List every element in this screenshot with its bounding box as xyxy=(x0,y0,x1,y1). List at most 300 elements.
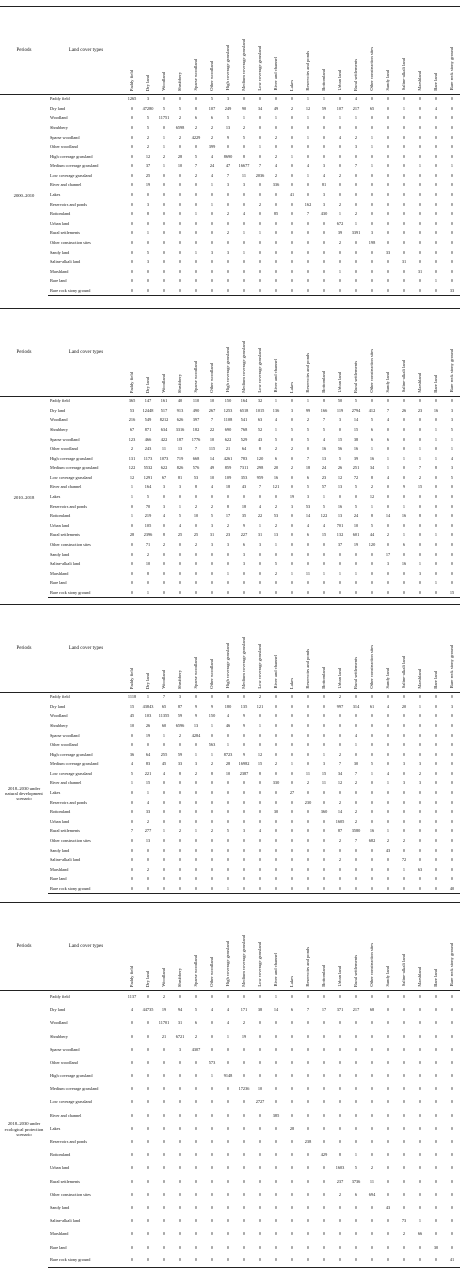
table-cell: 0 xyxy=(434,144,438,150)
table-cell: 0 xyxy=(162,1125,166,1131)
table-cell: 622 xyxy=(160,465,168,471)
table-cell: 0 xyxy=(450,230,454,236)
table-cell: 8 xyxy=(226,694,230,700)
column-header xyxy=(220,605,236,693)
table-cell: 0 xyxy=(450,732,454,738)
column-header xyxy=(380,7,396,95)
column-header-label: Other construction sites xyxy=(368,349,374,393)
table-cell: 1 xyxy=(306,172,310,178)
table-cell: 120 xyxy=(368,542,376,548)
table-cell: 0 xyxy=(178,1086,182,1092)
table-row xyxy=(0,219,460,229)
table-cell: 0 xyxy=(194,809,198,815)
table-cell: 0 xyxy=(354,1059,358,1065)
table-cell: 0 xyxy=(418,1178,422,1184)
table-cell: 2 xyxy=(402,838,406,844)
table-cell: 0 xyxy=(178,211,182,217)
table-cell: 0 xyxy=(162,1244,166,1250)
table-cell: 0 xyxy=(402,1244,406,1250)
column-header xyxy=(156,7,172,95)
table-cell: 1 xyxy=(322,570,326,576)
table-cell: 0 xyxy=(258,124,262,130)
table-row xyxy=(0,702,460,712)
table-cell: 0 xyxy=(242,790,246,796)
row-land-cover-label: Bare rock stony ground xyxy=(48,286,124,296)
column-header-label: Low coverage grassland xyxy=(256,942,262,987)
column-header xyxy=(204,903,220,991)
column-header xyxy=(220,7,236,95)
column-header-label: Sandy land xyxy=(384,70,390,91)
table-cell: 0 xyxy=(322,799,326,805)
column-header-label: Rural settlements xyxy=(352,58,358,91)
table-cell: 0 xyxy=(204,1254,220,1267)
table-cell: 0 xyxy=(162,182,166,188)
table-cell: 0 xyxy=(386,799,390,805)
table-cell: 0 xyxy=(434,770,438,776)
table-cell: 65 xyxy=(161,703,167,709)
table-cell: 0 xyxy=(290,278,294,284)
table-cell: 0 xyxy=(274,1125,278,1131)
table-cell: 0 xyxy=(348,884,364,894)
table-cell: 429 xyxy=(320,1152,328,1158)
table-cell: 1 xyxy=(338,268,342,274)
table-cell: 0 xyxy=(188,588,204,598)
table-cell: 0 xyxy=(130,1112,134,1118)
table-cell: 0 xyxy=(450,1020,454,1026)
table-cell: 0 xyxy=(258,1112,262,1118)
table-cell: 2 xyxy=(290,465,294,471)
table-cell: 0 xyxy=(338,994,342,1000)
table-cell: 11 xyxy=(321,780,327,786)
table-cell: 0 xyxy=(290,722,294,728)
table-cell: 0 xyxy=(434,761,438,767)
table-row xyxy=(0,454,460,464)
column-header-label: Low coverage grassland xyxy=(256,46,262,91)
table-cell: 0 xyxy=(450,192,454,198)
table-cell: 7 xyxy=(258,163,262,169)
table-cell: 5 xyxy=(450,474,454,480)
table-cell: 0 xyxy=(178,192,182,198)
table-cell: 0 xyxy=(450,182,454,188)
table-cell: 1 xyxy=(290,570,294,576)
table-cell: 0 xyxy=(450,503,454,509)
table-cell: 2387 xyxy=(239,770,249,776)
table-cell: 2 xyxy=(178,732,182,738)
table-cell: 15 xyxy=(353,426,359,432)
table-cell: 0 xyxy=(354,1046,358,1052)
table-cell: 0 xyxy=(370,278,374,284)
table-cell: 3 xyxy=(178,694,182,700)
column-header xyxy=(268,309,284,397)
table-cell: 171 xyxy=(240,1007,248,1013)
table-cell: 0 xyxy=(226,1125,230,1131)
table-cell: 2 xyxy=(274,522,278,528)
table-cell: 0 xyxy=(402,426,406,432)
table-cell: 1 xyxy=(242,115,246,121)
table-cell: 0 xyxy=(258,742,262,748)
table-cell: 70 xyxy=(145,503,151,509)
table-cell: 0 xyxy=(322,1073,326,1079)
table-cell: 0 xyxy=(290,436,294,442)
table-cell: 131 xyxy=(128,455,136,461)
table-cell: 3391 xyxy=(351,230,361,236)
table-cell: 0 xyxy=(434,866,438,872)
table-cell: 0 xyxy=(386,1059,390,1065)
row-land-cover-label: Shrubbery xyxy=(50,124,68,130)
table-cell: 0 xyxy=(242,1218,246,1224)
table-cell: 0 xyxy=(130,182,134,188)
table-cell: 3 xyxy=(162,503,166,509)
table-cell: 0 xyxy=(386,866,390,872)
table-cell: 31 xyxy=(257,532,263,538)
table-cell: 0 xyxy=(146,1033,150,1039)
column-header xyxy=(140,903,156,991)
table-cell: 1603 xyxy=(335,1165,345,1171)
table-cell: 5 xyxy=(226,828,230,834)
table-cell: 0 xyxy=(338,1218,342,1224)
table-cell: 3 xyxy=(242,551,246,557)
table-cell: 8 xyxy=(370,474,374,480)
table-row xyxy=(0,162,460,172)
table-cell: 0 xyxy=(130,522,134,528)
table-cell: 0 xyxy=(242,1191,246,1197)
table-cell: 2 xyxy=(338,799,342,805)
table-cell: 0 xyxy=(130,561,134,567)
table-cell: 56 xyxy=(337,446,343,452)
table-cell: 0 xyxy=(386,522,390,528)
table-cell: 0 xyxy=(402,722,406,728)
table-cell: 1605 xyxy=(335,818,345,824)
row-land-cover-label: Other construction sites xyxy=(50,542,91,548)
table-cell: 0 xyxy=(162,1178,166,1184)
table-cell: 0 xyxy=(354,240,358,246)
table-cell: 20 xyxy=(401,703,407,709)
table-cell: 4 xyxy=(210,484,214,490)
table-cell: 0 xyxy=(274,1086,278,1092)
table-cell: 1 xyxy=(130,484,134,490)
table-cell: 1 xyxy=(274,115,278,121)
table-cell: 0 xyxy=(162,201,166,207)
table-cell: 0 xyxy=(194,201,198,207)
table-cell: 0 xyxy=(306,192,310,198)
table-cell: 0 xyxy=(306,761,310,767)
table-cell: 0 xyxy=(210,1139,214,1144)
table-cell: 0 xyxy=(306,561,310,567)
table-cell: 0 xyxy=(418,532,422,538)
column-header-label: High coverage grassland xyxy=(224,941,230,987)
table-cell: 0 xyxy=(450,1178,454,1184)
table-cell: 0 xyxy=(258,259,262,265)
table-cell: 0 xyxy=(242,1204,246,1210)
table-cell: 0 xyxy=(194,1112,198,1118)
table-cell: 1 xyxy=(274,542,278,548)
table-cell: 35 xyxy=(241,513,247,519)
table-cell: 1 xyxy=(386,465,390,471)
table-cell: 0 xyxy=(450,790,454,796)
column-header-label: Shrubbery xyxy=(176,669,182,689)
row-land-cover-label: Bare land xyxy=(50,1244,67,1250)
table-cell: 1 xyxy=(354,1152,358,1158)
table-cell: 0 xyxy=(130,1086,134,1092)
table-cell: 5 xyxy=(226,115,230,121)
column-header xyxy=(316,309,332,397)
table-cell: 0 xyxy=(402,1086,406,1092)
table-cell: 0 xyxy=(322,703,326,709)
table-cell: 10 xyxy=(193,513,199,519)
table-cell: 0 xyxy=(258,1244,262,1250)
table-cell: 0 xyxy=(370,561,374,567)
table-cell: 0 xyxy=(162,780,166,786)
table-cell: 0 xyxy=(370,192,374,198)
table-cell: 121 xyxy=(256,703,264,709)
table-cell: 0 xyxy=(226,732,230,738)
column-header xyxy=(124,903,140,991)
table-row xyxy=(0,1188,460,1201)
table-cell: 0 xyxy=(274,838,278,844)
table-cell: 0 xyxy=(290,1191,294,1197)
table-cell: 0 xyxy=(338,866,342,872)
table-cell: 8 xyxy=(210,770,214,776)
table-cell: 1 xyxy=(146,230,150,236)
table-cell: 0 xyxy=(226,278,230,284)
table-cell: 0 xyxy=(322,259,326,265)
table-cell: 0 xyxy=(418,799,422,805)
table-cell: 0 xyxy=(210,1165,214,1171)
table-cell: 0 xyxy=(146,1086,150,1092)
table-cell: 7 xyxy=(306,455,310,461)
table-cell: 0 xyxy=(370,1112,374,1118)
table-row xyxy=(0,531,460,541)
table-cell: 0 xyxy=(194,522,198,528)
table-cell: 13 xyxy=(337,513,343,519)
table-cell: 31 xyxy=(417,268,423,274)
table-cell: 0 xyxy=(354,790,358,796)
table-cell: 0 xyxy=(316,1254,332,1267)
periods-header: Periods xyxy=(0,903,48,991)
table-cell: 0 xyxy=(146,1059,150,1065)
table-cell: 0 xyxy=(386,494,390,500)
table-cell: 16 xyxy=(337,503,343,509)
table-cell: 122 xyxy=(320,513,328,519)
table-cell: 182 xyxy=(192,426,200,432)
table-cell: 0 xyxy=(162,847,166,853)
table-cell: 0 xyxy=(178,494,182,500)
table-cell: 3 xyxy=(386,561,390,567)
table-cell: 0 xyxy=(386,1165,390,1171)
table-cell: 0 xyxy=(146,1204,150,1210)
table-cell: 0 xyxy=(274,201,278,207)
table-cell: 2 xyxy=(194,124,198,130)
table-cell: 0 xyxy=(306,1125,310,1131)
table-cell: 0 xyxy=(210,857,214,863)
table-cell: 0 xyxy=(418,182,422,188)
table-cell: 0 xyxy=(434,994,438,1000)
table-cell: 0 xyxy=(434,799,438,805)
table-cell: 0 xyxy=(370,1059,374,1065)
table-cell: 0 xyxy=(130,1073,134,1079)
table-cell: 0 xyxy=(306,153,310,159)
table-cell: 0 xyxy=(418,1046,422,1052)
table-cell: 0 xyxy=(354,751,358,757)
table-cell: 0 xyxy=(306,742,310,748)
table-cell: 0 xyxy=(322,1231,326,1237)
table-cell: 0 xyxy=(242,866,246,872)
table-cell: 0 xyxy=(386,503,390,509)
table-cell: 8690 xyxy=(223,153,233,159)
table-row xyxy=(0,1070,460,1083)
table-cell: 0 xyxy=(290,1020,294,1026)
table-cell: 0 xyxy=(290,799,294,805)
row-land-cover-label: Marshland xyxy=(50,866,69,872)
column-header-label: Paddy field xyxy=(128,965,134,987)
table-cell: 0 xyxy=(338,876,342,882)
table-cell: 0 xyxy=(194,694,198,700)
table-row xyxy=(0,435,460,445)
table-cell: 0 xyxy=(338,732,342,738)
column-header xyxy=(252,605,268,693)
table-cell: 4 xyxy=(354,732,358,738)
table-cell: 0 xyxy=(418,1165,422,1171)
table-cell: 0 xyxy=(178,799,182,805)
table-cell: 0 xyxy=(306,230,310,236)
table-cell: 0 xyxy=(162,1073,166,1079)
table-cell: 180 xyxy=(224,703,232,709)
table-cell: 0 xyxy=(172,884,188,894)
table-cell: 1 xyxy=(274,426,278,432)
table-cell: 0 xyxy=(226,144,230,150)
table-cell: 67 xyxy=(161,474,167,480)
table-cell: 0 xyxy=(306,580,310,586)
table-cell: 0 xyxy=(434,398,438,404)
table-cell: 19 xyxy=(241,1033,247,1039)
table-cell: 0 xyxy=(226,1086,230,1092)
table-cell: 0 xyxy=(402,192,406,198)
table-cell: 10 xyxy=(145,561,151,567)
table-cell: 0 xyxy=(178,1218,182,1224)
table-cell: 7 xyxy=(354,163,358,169)
table-cell: 0 xyxy=(354,847,358,853)
column-header-label: Paddy field xyxy=(128,667,134,689)
table-cell: 0 xyxy=(130,144,134,150)
table-cell: 0 xyxy=(274,144,278,150)
transition-matrix-table xyxy=(0,308,460,598)
table-cell: 0 xyxy=(194,742,198,748)
table-cell: 0 xyxy=(354,694,358,700)
table-cell: 0 xyxy=(402,1191,406,1197)
table-cell: 15 xyxy=(417,484,423,490)
table-cell: 1 xyxy=(162,828,166,834)
table-cell: 0 xyxy=(354,561,358,567)
table-cell: 2 xyxy=(370,484,374,490)
table-cell: 0 xyxy=(450,994,454,1000)
table-cell: 1 xyxy=(210,722,214,728)
table-cell: 5 xyxy=(370,522,374,528)
table-row xyxy=(0,1254,460,1267)
table-cell: 0 xyxy=(242,694,246,700)
table-cell: 466 xyxy=(144,436,152,442)
table-cell: 1 xyxy=(306,134,310,140)
table-cell: 0 xyxy=(354,494,358,500)
table-cell: 2 xyxy=(210,134,214,140)
table-cell: 0 xyxy=(188,884,204,894)
table-cell: 0 xyxy=(290,857,294,863)
table-cell: 15 xyxy=(321,532,327,538)
column-header xyxy=(444,7,460,95)
table-cell: 150 xyxy=(224,398,232,404)
table-cell: 0 xyxy=(402,751,406,757)
table-cell: 0 xyxy=(130,1165,134,1171)
table-cell: 5 xyxy=(242,134,246,140)
table-cell: 0 xyxy=(322,838,326,844)
table-cell: 0 xyxy=(210,240,214,246)
table-cell: 0 xyxy=(130,838,134,844)
table-cell: 8 xyxy=(146,570,150,576)
table-cell: 0 xyxy=(450,713,454,719)
table-cell: 40 xyxy=(177,398,183,404)
table-cell: 0 xyxy=(130,847,134,853)
table-cell: 0 xyxy=(146,1020,150,1026)
table-cell: 6 xyxy=(402,542,406,548)
table-cell: 0 xyxy=(226,268,230,274)
table-cell: 0 xyxy=(418,1191,422,1197)
table-cell: 2 xyxy=(386,532,390,538)
table-cell: 3 xyxy=(290,407,294,413)
table-cell: 243 xyxy=(144,446,152,452)
table-cell: 0 xyxy=(354,1204,358,1210)
row-land-cover-label: Lakes xyxy=(50,494,61,500)
table-cell: 0 xyxy=(146,1191,150,1197)
table-cell: 0 xyxy=(450,561,454,567)
table-cell: 0 xyxy=(434,694,438,700)
table-cell: 5 xyxy=(210,96,214,102)
table-cell: 430 xyxy=(320,211,328,217)
table-cell: 0 xyxy=(274,790,278,796)
table-cell: 5 xyxy=(146,249,150,255)
table-cell: 0 xyxy=(450,220,454,226)
table-cell: 19 xyxy=(289,494,295,500)
table-cell: 0 xyxy=(450,153,454,159)
table-cell: 0 xyxy=(354,1033,358,1039)
table-cell: 0 xyxy=(434,1178,438,1184)
table-cell: 0 xyxy=(242,1125,246,1131)
table-cell: 0 xyxy=(210,551,214,557)
table-cell: 2 xyxy=(130,446,134,452)
table-cell: 7 xyxy=(306,211,310,217)
table-cell: 0 xyxy=(210,1231,214,1237)
table-cell: 0 xyxy=(386,1125,390,1131)
table-row xyxy=(0,1215,460,1228)
table-cell: 11 xyxy=(241,172,247,178)
table-cell: 0 xyxy=(146,1231,150,1237)
table-cell: 0 xyxy=(386,1231,390,1237)
table-cell: 13 xyxy=(321,455,327,461)
table-cell: 2 xyxy=(210,503,214,509)
table-cell: 1 xyxy=(258,522,262,528)
table-cell: 0 xyxy=(322,790,326,796)
table-cell: 10 xyxy=(353,522,359,528)
table-cell: 0 xyxy=(370,201,374,207)
table-cell: 0 xyxy=(450,494,454,500)
row-land-cover-label: Bare rock stony ground xyxy=(48,1254,124,1267)
table-cell: 2 xyxy=(226,211,230,217)
table-cell: 0 xyxy=(418,1152,422,1158)
table-cell: 0 xyxy=(226,876,230,882)
table-cell: 399 xyxy=(208,144,216,150)
table-cell: 2 xyxy=(354,211,358,217)
table-cell: 0 xyxy=(434,230,438,236)
row-land-cover-label: Shrubbery xyxy=(50,426,68,432)
table-cell: 0 xyxy=(290,561,294,567)
